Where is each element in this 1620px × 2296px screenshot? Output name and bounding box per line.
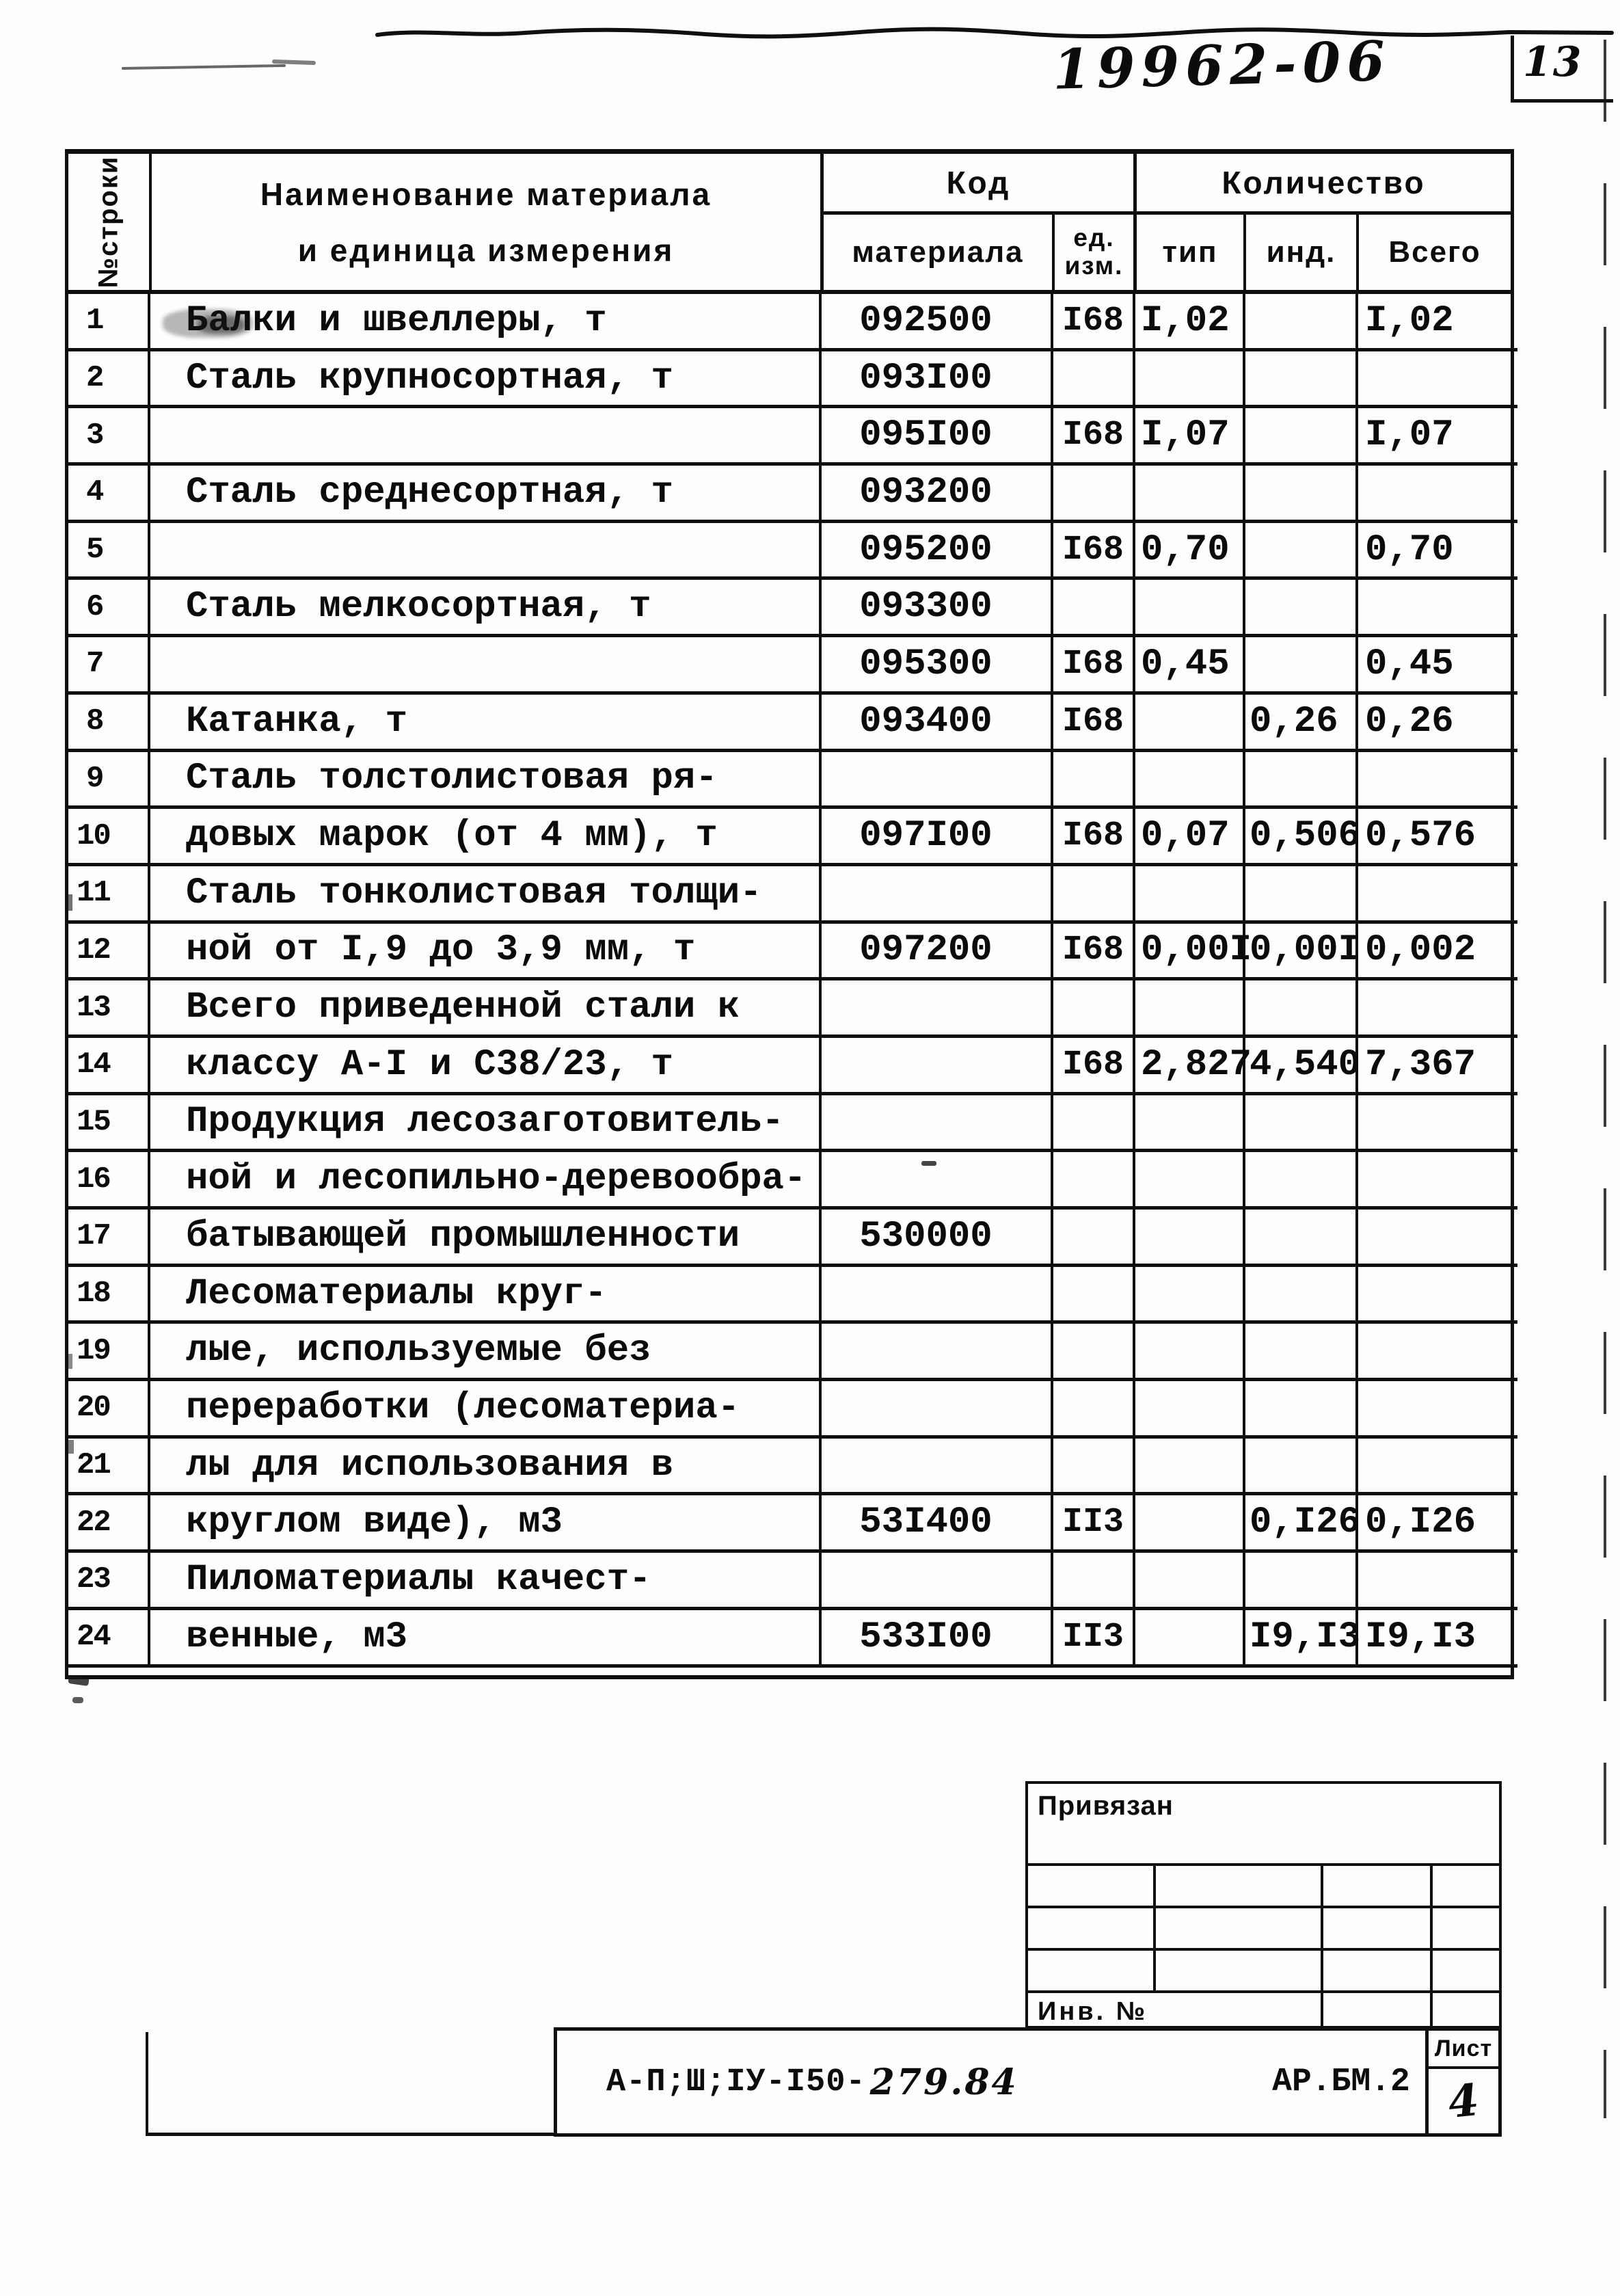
row-number-cell	[68, 1324, 150, 1381]
material-code-cell	[822, 1324, 1053, 1381]
tip-quantity-cell	[1135, 1324, 1245, 1381]
total-quantity-cell	[1358, 1210, 1517, 1267]
tip-quantity-cell	[1135, 866, 1245, 924]
total-quantity-cell: I,02	[1358, 294, 1517, 351]
tip-quantity-cell: 0,70	[1135, 523, 1245, 580]
material-name-cell: переработки (лесоматериа-	[150, 1381, 822, 1439]
material-name-cell: Катанка, т	[150, 695, 822, 752]
ind-subheader: инд.	[1266, 235, 1336, 269]
stamp-divider	[1153, 1908, 1156, 1948]
tip-quantity-cell	[1135, 1381, 1245, 1439]
row-number: 5	[86, 533, 105, 568]
row-number-cell	[68, 351, 150, 409]
scan-noise	[72, 1697, 83, 1703]
tip-quantity-cell	[1135, 351, 1245, 409]
table-row	[68, 351, 1511, 409]
unit-subheader-line2: изм.	[1064, 252, 1124, 280]
material-code-cell	[822, 1267, 1053, 1324]
total-quantity-cell: 0,45	[1358, 637, 1517, 695]
page-frame-bottom-line	[146, 2133, 556, 2136]
table-row	[68, 1495, 1511, 1553]
material-code-cell	[822, 1553, 1053, 1610]
row-number: 8	[86, 704, 105, 739]
row-number: 6	[86, 589, 105, 624]
material-code-cell	[822, 1095, 1053, 1153]
row-number-column-header	[68, 154, 149, 290]
page-number: 13	[1523, 38, 1583, 86]
name-header-line1: Наименование материала	[260, 176, 712, 212]
material-code-cell	[822, 752, 1053, 810]
total-quantity-cell	[1358, 466, 1517, 523]
row-number-cell	[68, 637, 150, 695]
material-code-cell: 097I00	[822, 809, 1053, 866]
stamp-divider	[1430, 1908, 1433, 1948]
row-number-cell	[68, 1495, 150, 1553]
material-code-cell: 095200	[822, 523, 1053, 580]
page-number-box-bottom-line	[1511, 99, 1613, 103]
material-name-cell: Сталь тонколистовая толщи-	[150, 866, 822, 924]
material-name-cell: ной и лесопильно-деревообра-	[150, 1152, 822, 1210]
row-number-cell	[68, 1439, 150, 1496]
row-number: 9	[86, 761, 105, 796]
total-quantity-cell	[1358, 351, 1517, 409]
row-number-cell	[68, 1381, 150, 1439]
row-number: 2	[86, 361, 105, 396]
total-quantity-cell	[1358, 1439, 1517, 1496]
material-name-cell: Лесоматериалы круг-	[150, 1267, 822, 1324]
ind-quantity-cell	[1245, 866, 1358, 924]
ind-quantity-cell	[1245, 637, 1358, 695]
tip-quantity-cell: 0,45	[1135, 637, 1245, 695]
unit-cell: II3	[1053, 1495, 1135, 1553]
material-name-cell: довых марок (от 4 мм), т	[150, 809, 822, 866]
material-name-cell: Продукция лесозаготовитель-	[150, 1095, 822, 1153]
table-row	[68, 695, 1511, 752]
unit-cell: I68	[1053, 523, 1135, 580]
material-name-column-header	[152, 154, 820, 290]
unit-cell	[1053, 1210, 1135, 1267]
ind-quantity-cell	[1245, 752, 1358, 810]
stamp-grid-row	[1028, 1948, 1499, 1990]
row-number-cell	[68, 1267, 150, 1324]
row-number: 14	[77, 1047, 110, 1082]
total-quantity-cell	[1358, 580, 1517, 637]
row-number: 24	[77, 1620, 110, 1655]
material-code-cell: 093300	[822, 580, 1053, 637]
unit-cell	[1053, 752, 1135, 810]
unit-cell: I68	[1053, 809, 1135, 866]
unit-cell	[1053, 1553, 1135, 1610]
table-row	[68, 866, 1511, 924]
material-code-cell	[822, 1439, 1053, 1496]
ind-quantity-cell	[1245, 1439, 1358, 1496]
total-quantity-cell	[1358, 1324, 1517, 1381]
table-row	[68, 1439, 1511, 1496]
tip-quantity-cell	[1135, 695, 1245, 752]
ind-quantity-cell	[1245, 1324, 1358, 1381]
tip-quantity-cell: 0,07	[1135, 809, 1245, 866]
material-code-cell	[822, 1038, 1053, 1095]
material-code-cell: 533I00	[822, 1610, 1053, 1668]
total-quantity-cell: 0,I26	[1358, 1495, 1517, 1553]
name-header-line2: и единица измерения	[297, 232, 675, 268]
unit-cell: I68	[1053, 294, 1135, 351]
row-number: 23	[77, 1562, 110, 1597]
scan-noise	[122, 64, 286, 70]
set-code: АР.БМ.2	[1272, 2064, 1410, 2100]
material-name-cell	[150, 408, 822, 466]
material-code-cell	[822, 1381, 1053, 1439]
tip-quantity-cell: 2,827	[1135, 1038, 1245, 1095]
total-quantity-cell: 7,367	[1358, 1038, 1517, 1095]
unit-cell	[1053, 1267, 1135, 1324]
row-number-cell	[68, 580, 150, 637]
table-row	[68, 1324, 1511, 1381]
row-number-cell	[68, 752, 150, 810]
unit-cell	[1053, 1152, 1135, 1210]
table-row	[68, 1267, 1511, 1324]
row-number: 21	[77, 1448, 110, 1483]
material-name-cell	[150, 637, 822, 695]
unit-cell	[1053, 1381, 1135, 1439]
ind-quantity-cell	[1245, 351, 1358, 409]
material-name-cell: Сталь среднесортная, т	[150, 466, 822, 523]
row-number-cell	[68, 408, 150, 466]
unit-cell	[1053, 1095, 1135, 1153]
total-quantity-cell	[1358, 1152, 1517, 1210]
ind-quantity-cell: 0,506	[1245, 809, 1358, 866]
table-row	[68, 809, 1511, 866]
row-number: 19	[77, 1333, 110, 1368]
total-quantity-cell	[1358, 752, 1517, 810]
row-number: 22	[77, 1505, 110, 1540]
ind-quantity-cell: 0,00I	[1245, 924, 1358, 981]
row-number-cell	[68, 1210, 150, 1267]
row-number: 18	[77, 1277, 110, 1311]
total-quantity-cell: 0,576	[1358, 809, 1517, 866]
table-row	[68, 637, 1511, 695]
unit-cell: I68	[1053, 637, 1135, 695]
material-code-cell: 095300	[822, 637, 1053, 695]
tip-quantity-cell: I,02	[1135, 294, 1245, 351]
material-name-cell: Сталь мелкосортная, т	[150, 580, 822, 637]
sheet-box	[1425, 2031, 1498, 2133]
quantity-group-header: Количество	[1221, 165, 1426, 200]
tip-quantity-cell	[1135, 580, 1245, 637]
material-name-cell	[150, 523, 822, 580]
row-number-cell	[68, 809, 150, 866]
tip-quantity-cell	[1135, 752, 1245, 810]
material-name-cell: лы для использования в	[150, 1439, 822, 1496]
code-group-header: Код	[946, 165, 1011, 200]
row-number-cell	[68, 294, 150, 351]
unit-cell	[1053, 1439, 1135, 1496]
unit-subheader-line1: ед.	[1073, 224, 1115, 252]
row-number-cell	[68, 1152, 150, 1210]
document-code-handwritten: 279.84	[869, 2061, 1018, 2103]
material-code-cell: 093200	[822, 466, 1053, 523]
materials-table	[65, 149, 1514, 1679]
title-strip	[554, 2027, 1502, 2137]
total-subheader: Всего	[1388, 235, 1481, 269]
unit-cell: I68	[1053, 1038, 1135, 1095]
page-frame-left-line	[146, 2032, 148, 2136]
ind-quantity-cell	[1245, 466, 1358, 523]
ind-quantity-cell	[1245, 980, 1358, 1038]
unit-cell	[1053, 866, 1135, 924]
total-quantity-cell: 0,70	[1358, 523, 1517, 580]
total-quantity-cell	[1358, 866, 1517, 924]
stamp-divider	[1321, 1993, 1323, 2030]
table-row	[68, 466, 1511, 523]
ind-quantity-cell	[1245, 1381, 1358, 1439]
material-code-cell: 530000	[822, 1210, 1053, 1267]
row-number: 12	[77, 933, 110, 967]
material-code-subheader: материала	[852, 235, 1024, 269]
unit-cell: II3	[1053, 1610, 1135, 1668]
row-number: 20	[77, 1391, 110, 1426]
privyazan-label: Привязан	[1038, 1791, 1174, 1821]
tip-quantity-cell	[1135, 980, 1245, 1038]
row-number-cell	[68, 1610, 150, 1668]
stamp-divider	[1430, 1993, 1433, 2030]
total-quantity-cell	[1358, 980, 1517, 1038]
material-code-cell	[822, 1152, 1053, 1210]
ind-quantity-cell	[1245, 1553, 1358, 1610]
tip-quantity-cell	[1135, 1610, 1245, 1668]
document-code	[606, 2031, 1018, 2133]
total-quantity-cell: I9,I3	[1358, 1610, 1517, 1668]
scan-noise	[272, 59, 316, 65]
unit-cell	[1053, 980, 1135, 1038]
total-quantity-cell	[1358, 1553, 1517, 1610]
material-name-cell: Пиломатериалы качест-	[150, 1553, 822, 1610]
table-row	[68, 523, 1511, 580]
material-name-cell: Сталь крупносортная, т	[150, 351, 822, 409]
stamp-divider	[1430, 1951, 1433, 1990]
material-name-cell: Сталь толстолистовая ря-	[150, 752, 822, 810]
material-code-cell: 092500	[822, 294, 1053, 351]
tip-quantity-cell: 0,00I	[1135, 924, 1245, 981]
material-name-cell: лые, используемые без	[150, 1324, 822, 1381]
material-code-cell: 095I00	[822, 408, 1053, 466]
tip-quantity-cell	[1135, 1495, 1245, 1553]
table-row	[68, 752, 1511, 810]
ind-quantity-cell	[1245, 580, 1358, 637]
ind-quantity-cell	[1245, 408, 1358, 466]
row-number: 1	[86, 304, 105, 338]
tip-quantity-cell	[1135, 1210, 1245, 1267]
ind-quantity-cell: 0,26	[1245, 695, 1358, 752]
inventory-number-row	[1028, 1990, 1499, 2030]
row-number: 16	[77, 1162, 110, 1197]
page-number-box-left-line	[1511, 36, 1514, 101]
table-row	[68, 1038, 1511, 1095]
tip-quantity-cell: I,07	[1135, 408, 1245, 466]
tip-quantity-cell	[1135, 1152, 1245, 1210]
table-row	[68, 924, 1511, 981]
material-name-cell: классу А-I и С38/23, т	[150, 1038, 822, 1095]
material-code-cell	[822, 866, 1053, 924]
ind-quantity-cell	[1245, 1267, 1358, 1324]
row-number-cell	[68, 1038, 150, 1095]
row-number: 15	[77, 1104, 110, 1139]
material-code-cell: 093I00	[822, 351, 1053, 409]
table-row	[68, 980, 1511, 1038]
stamp-grid-row	[1028, 1863, 1499, 1906]
tip-quantity-cell	[1135, 1095, 1245, 1153]
row-number-cell	[68, 466, 150, 523]
unit-cell	[1053, 351, 1135, 409]
unit-cell: I68	[1053, 408, 1135, 466]
tip-quantity-cell	[1135, 466, 1245, 523]
table-row	[68, 1553, 1511, 1610]
material-name-cell: круглом виде), м3	[150, 1495, 822, 1553]
unit-cell	[1053, 466, 1135, 523]
tip-quantity-cell	[1135, 1553, 1245, 1610]
unit-cell: I68	[1053, 695, 1135, 752]
row-number-cell	[68, 523, 150, 580]
ind-quantity-cell	[1245, 1095, 1358, 1153]
stamp-divider	[1321, 1866, 1323, 1906]
ind-quantity-cell	[1245, 294, 1358, 351]
doc-number-handwritten: 19962-06	[1051, 28, 1392, 102]
stamp-grid-row	[1028, 1906, 1499, 1948]
material-code-cell: 53I400	[822, 1495, 1053, 1553]
top-rule-line	[375, 26, 1615, 41]
total-quantity-cell	[1358, 1095, 1517, 1153]
material-code-cell: 093400	[822, 695, 1053, 752]
unit-subheader	[1055, 215, 1133, 290]
table-row	[68, 294, 1511, 351]
material-name-cell: Балки и швеллеры, т	[150, 294, 822, 351]
material-name-cell: Всего приведенной стали к	[150, 980, 822, 1038]
row-number: 3	[86, 418, 105, 453]
row-number-cell	[68, 1553, 150, 1610]
row-number: 10	[77, 818, 110, 853]
row-number-cell	[68, 695, 150, 752]
stamp-divider	[1321, 1951, 1323, 1990]
table-row	[68, 1210, 1511, 1267]
right-page-border	[1604, 40, 1606, 2118]
row-number: 4	[86, 475, 105, 510]
table-body	[68, 294, 1511, 1668]
stamp-divider	[1153, 1866, 1156, 1906]
tip-quantity-cell	[1135, 1267, 1245, 1324]
table-row	[68, 1152, 1511, 1210]
table-row	[68, 1095, 1511, 1153]
material-name-cell: ной от I,9 до 3,9 мм, т	[150, 924, 822, 981]
document-code-typed: А-П;Ш;IУ-I50-	[606, 2064, 866, 2100]
material-code-cell	[822, 980, 1053, 1038]
table-row	[68, 408, 1511, 466]
row-number: 7	[86, 647, 105, 682]
row-number: 13	[77, 990, 110, 1025]
row-number-cell	[68, 980, 150, 1038]
table-row	[68, 1610, 1511, 1668]
row-number: 17	[77, 1219, 110, 1254]
material-name-cell: венные, м3	[150, 1610, 822, 1668]
table-header	[68, 154, 1511, 294]
total-quantity-cell	[1358, 1381, 1517, 1439]
unit-cell: I68	[1053, 924, 1135, 981]
material-name-cell: батывающей промышленности	[150, 1210, 822, 1267]
binding-stamp-block	[1025, 1781, 1502, 2029]
row-number-cell	[68, 866, 150, 924]
ind-quantity-cell: 4,540	[1245, 1038, 1358, 1095]
stamp-divider	[1430, 1866, 1433, 1906]
table-row	[68, 1381, 1511, 1439]
stamp-divider	[1153, 1951, 1156, 1990]
total-quantity-cell: 0,26	[1358, 695, 1517, 752]
total-quantity-cell	[1358, 1267, 1517, 1324]
ind-quantity-cell	[1245, 1152, 1358, 1210]
row-number-header-label: №строки	[93, 155, 124, 289]
row-number-cell	[68, 1095, 150, 1153]
sheet-label: Лист	[1429, 2031, 1498, 2069]
total-quantity-cell: I,07	[1358, 408, 1517, 466]
total-quantity-cell: 0,002	[1358, 924, 1517, 981]
tip-subheader: тип	[1162, 235, 1218, 269]
tip-quantity-cell	[1135, 1439, 1245, 1496]
table-row	[68, 580, 1511, 637]
row-number: 11	[77, 876, 110, 911]
ind-quantity-cell: 0,I26	[1245, 1495, 1358, 1553]
unit-cell	[1053, 1324, 1135, 1381]
sheet-number: 4	[1445, 2074, 1482, 2128]
material-code-cell: 097200	[822, 924, 1053, 981]
ind-quantity-cell	[1245, 1210, 1358, 1267]
row-number-cell	[68, 924, 150, 981]
ind-quantity-cell	[1245, 523, 1358, 580]
ind-quantity-cell: I9,I3	[1245, 1610, 1358, 1668]
inv-label: Инв. №	[1038, 1997, 1148, 2026]
stamp-divider	[1321, 1908, 1323, 1948]
unit-cell	[1053, 580, 1135, 637]
